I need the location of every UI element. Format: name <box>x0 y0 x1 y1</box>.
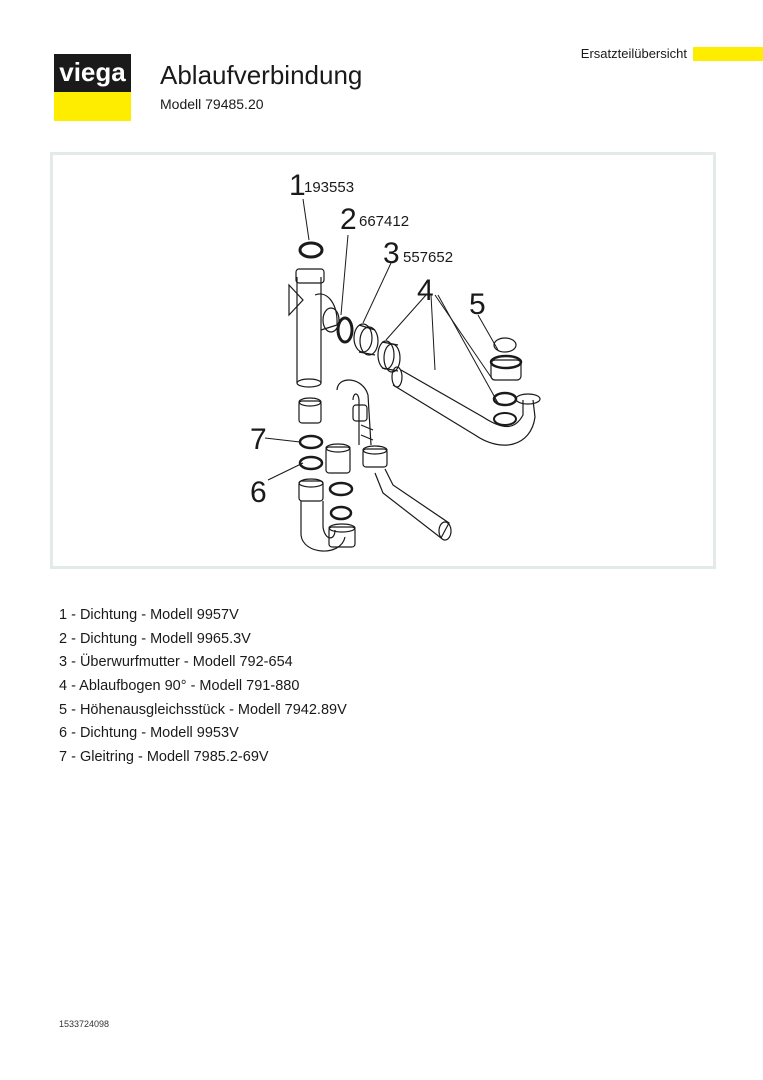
seal-1-drawing <box>300 243 322 257</box>
viega-logo <box>54 54 131 121</box>
document-type-label: Ersatzteilübersicht <box>580 46 687 61</box>
parts-list-item: 5 - Höhenausgleichsstück - Modell 7942.89V <box>59 701 347 718</box>
seal-2-drawing <box>338 318 352 342</box>
callout-2-code: 667412 <box>359 213 410 230</box>
upper-standpipe-drawing <box>289 269 339 387</box>
parts-list-item: 7 - Gleitring - Modell 7985.2-69V <box>59 749 269 766</box>
leader-lines <box>265 199 498 480</box>
callout-2-number: 2 <box>340 203 357 236</box>
parts-list <box>59 604 347 770</box>
document-type-bar <box>693 47 763 61</box>
parts-list-item: 4 - Ablaufbogen 90° - Modell 791-880 <box>59 678 300 695</box>
logo-yellow-block <box>54 92 131 121</box>
height-adjustment-drawing <box>491 338 521 425</box>
model-number: Modell 79485.20 <box>160 96 264 112</box>
callout-6-number: 6 <box>250 476 267 509</box>
logo-wordmark: viega <box>54 54 131 92</box>
callout-3-number: 3 <box>383 237 400 270</box>
drain-bend-drawing <box>392 367 540 445</box>
callout-1-code: 193553 <box>304 179 355 196</box>
parts-list-item: 6 - Dichtung - Modell 9953V <box>59 725 239 742</box>
document-id: 1533724098 <box>59 1019 110 1029</box>
callout-5-number: 5 <box>469 288 486 321</box>
exploded-view-drawing <box>53 155 713 566</box>
union-nut-3-drawing <box>354 324 378 355</box>
outlet-pipe-drawing <box>363 446 451 540</box>
callout-4-number: 4 <box>417 274 434 307</box>
parts-list-item: 3 - Überwurfmutter - Modell 792-654 <box>59 654 293 671</box>
parts-list-item: 1 - Dichtung - Modell 9957V <box>59 607 239 623</box>
callout-7-number: 7 <box>250 423 267 456</box>
callout-3-code: 557652 <box>403 249 454 266</box>
parts-list-item: 2 - Dichtung - Modell 9965.3V <box>59 630 251 647</box>
lower-trap-drawing <box>299 380 373 551</box>
document-title: Ablaufverbindung <box>160 60 363 90</box>
exploded-view-figure <box>50 152 716 569</box>
callout-1-number: 1 <box>289 169 306 202</box>
